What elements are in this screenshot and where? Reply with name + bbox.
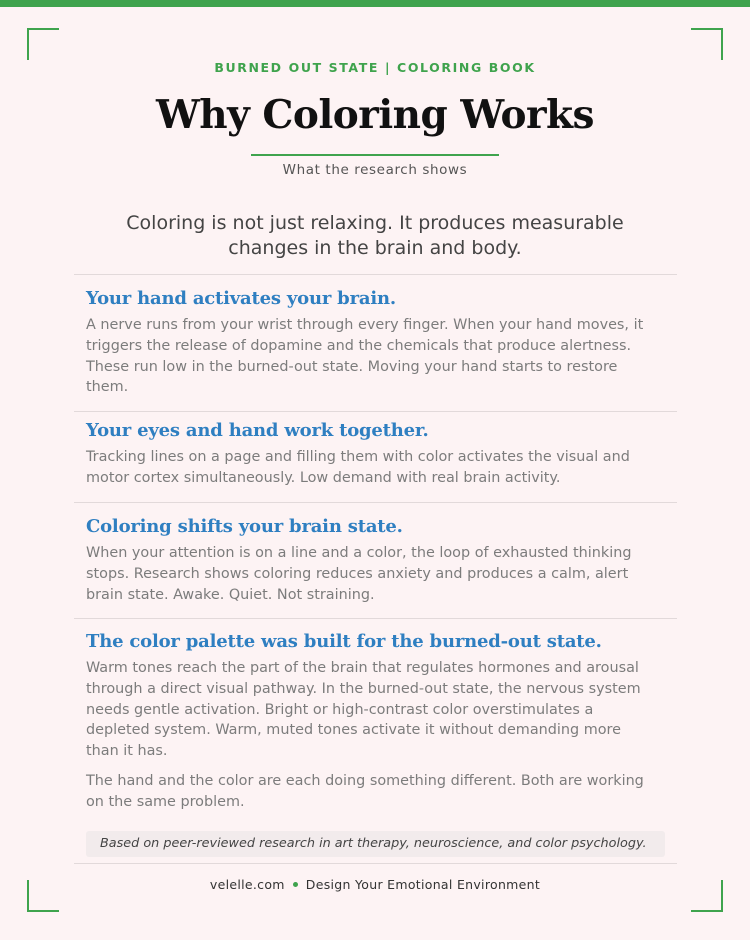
section-body: Warm tones reach the part of the brain that regulates hormones and arousal through a direct visual pathway. In the burned-out state, the nervous system needs gentle activation. Bright or high-contrast color overstimulates a depleted system. Warm, muted tones activate it without demanding more than it has. [86, 660, 641, 760]
page-title: Why Coloring Works [156, 92, 594, 138]
footer [0, 877, 750, 892]
title-underline [251, 154, 499, 156]
divider [74, 274, 677, 275]
section-brain-state [86, 515, 656, 605]
section-heading: Your hand activates your brain. [86, 288, 396, 309]
section-heading: The color palette was built for the burned-out state. [86, 631, 602, 652]
corner-bracket-top-left [27, 28, 59, 60]
divider [74, 618, 677, 619]
section-body: A nerve runs from your wrist through every finger. When your hand moves, it triggers the release of dopamine and the chemicals that produce alertness. These run low in the burned-out state. Moving your hand starts to restore them. [86, 317, 644, 396]
top-accent-bar [0, 0, 750, 7]
section-body: Tracking lines on a page and filling them with color activates the visual and motor cortex simultaneously. Low demand with real brain activity. [86, 449, 630, 486]
footer-tagline: Design Your Emotional Environment [305, 877, 541, 892]
footer-site-link[interactable]: velelle.com [209, 877, 285, 892]
divider [74, 863, 677, 864]
section-heading: Coloring shifts your brain state. [86, 516, 403, 537]
section-eyes-hand [86, 419, 656, 489]
eyebrow-label: BURNED OUT STATE | COLORING BOOK [214, 60, 536, 75]
divider [74, 502, 677, 503]
section-color-palette [86, 630, 656, 813]
divider [74, 411, 677, 412]
bullet-dot-icon [293, 882, 298, 887]
section-closing-text: The hand and the color are each doing something different. Both are working on the same problem. [86, 772, 644, 810]
corner-bracket-top-right [691, 28, 723, 60]
section-heading: Your eyes and hand work together. [86, 420, 429, 441]
section-hand [86, 287, 656, 398]
page-subtitle: What the research shows [282, 162, 468, 178]
intro-text: Coloring is not just relaxing. It produces measurable changes in the brain and body. [126, 212, 624, 259]
section-body: When your attention is on a line and a color, the loop of exhausted thinking stops. Research shows coloring reduces anxiety and produces a calm, alert brain state. Awake. Quiet. Not straining. [86, 545, 632, 603]
research-note: Based on peer-reviewed research in art therapy, neuroscience, and color psychology. [86, 831, 665, 857]
